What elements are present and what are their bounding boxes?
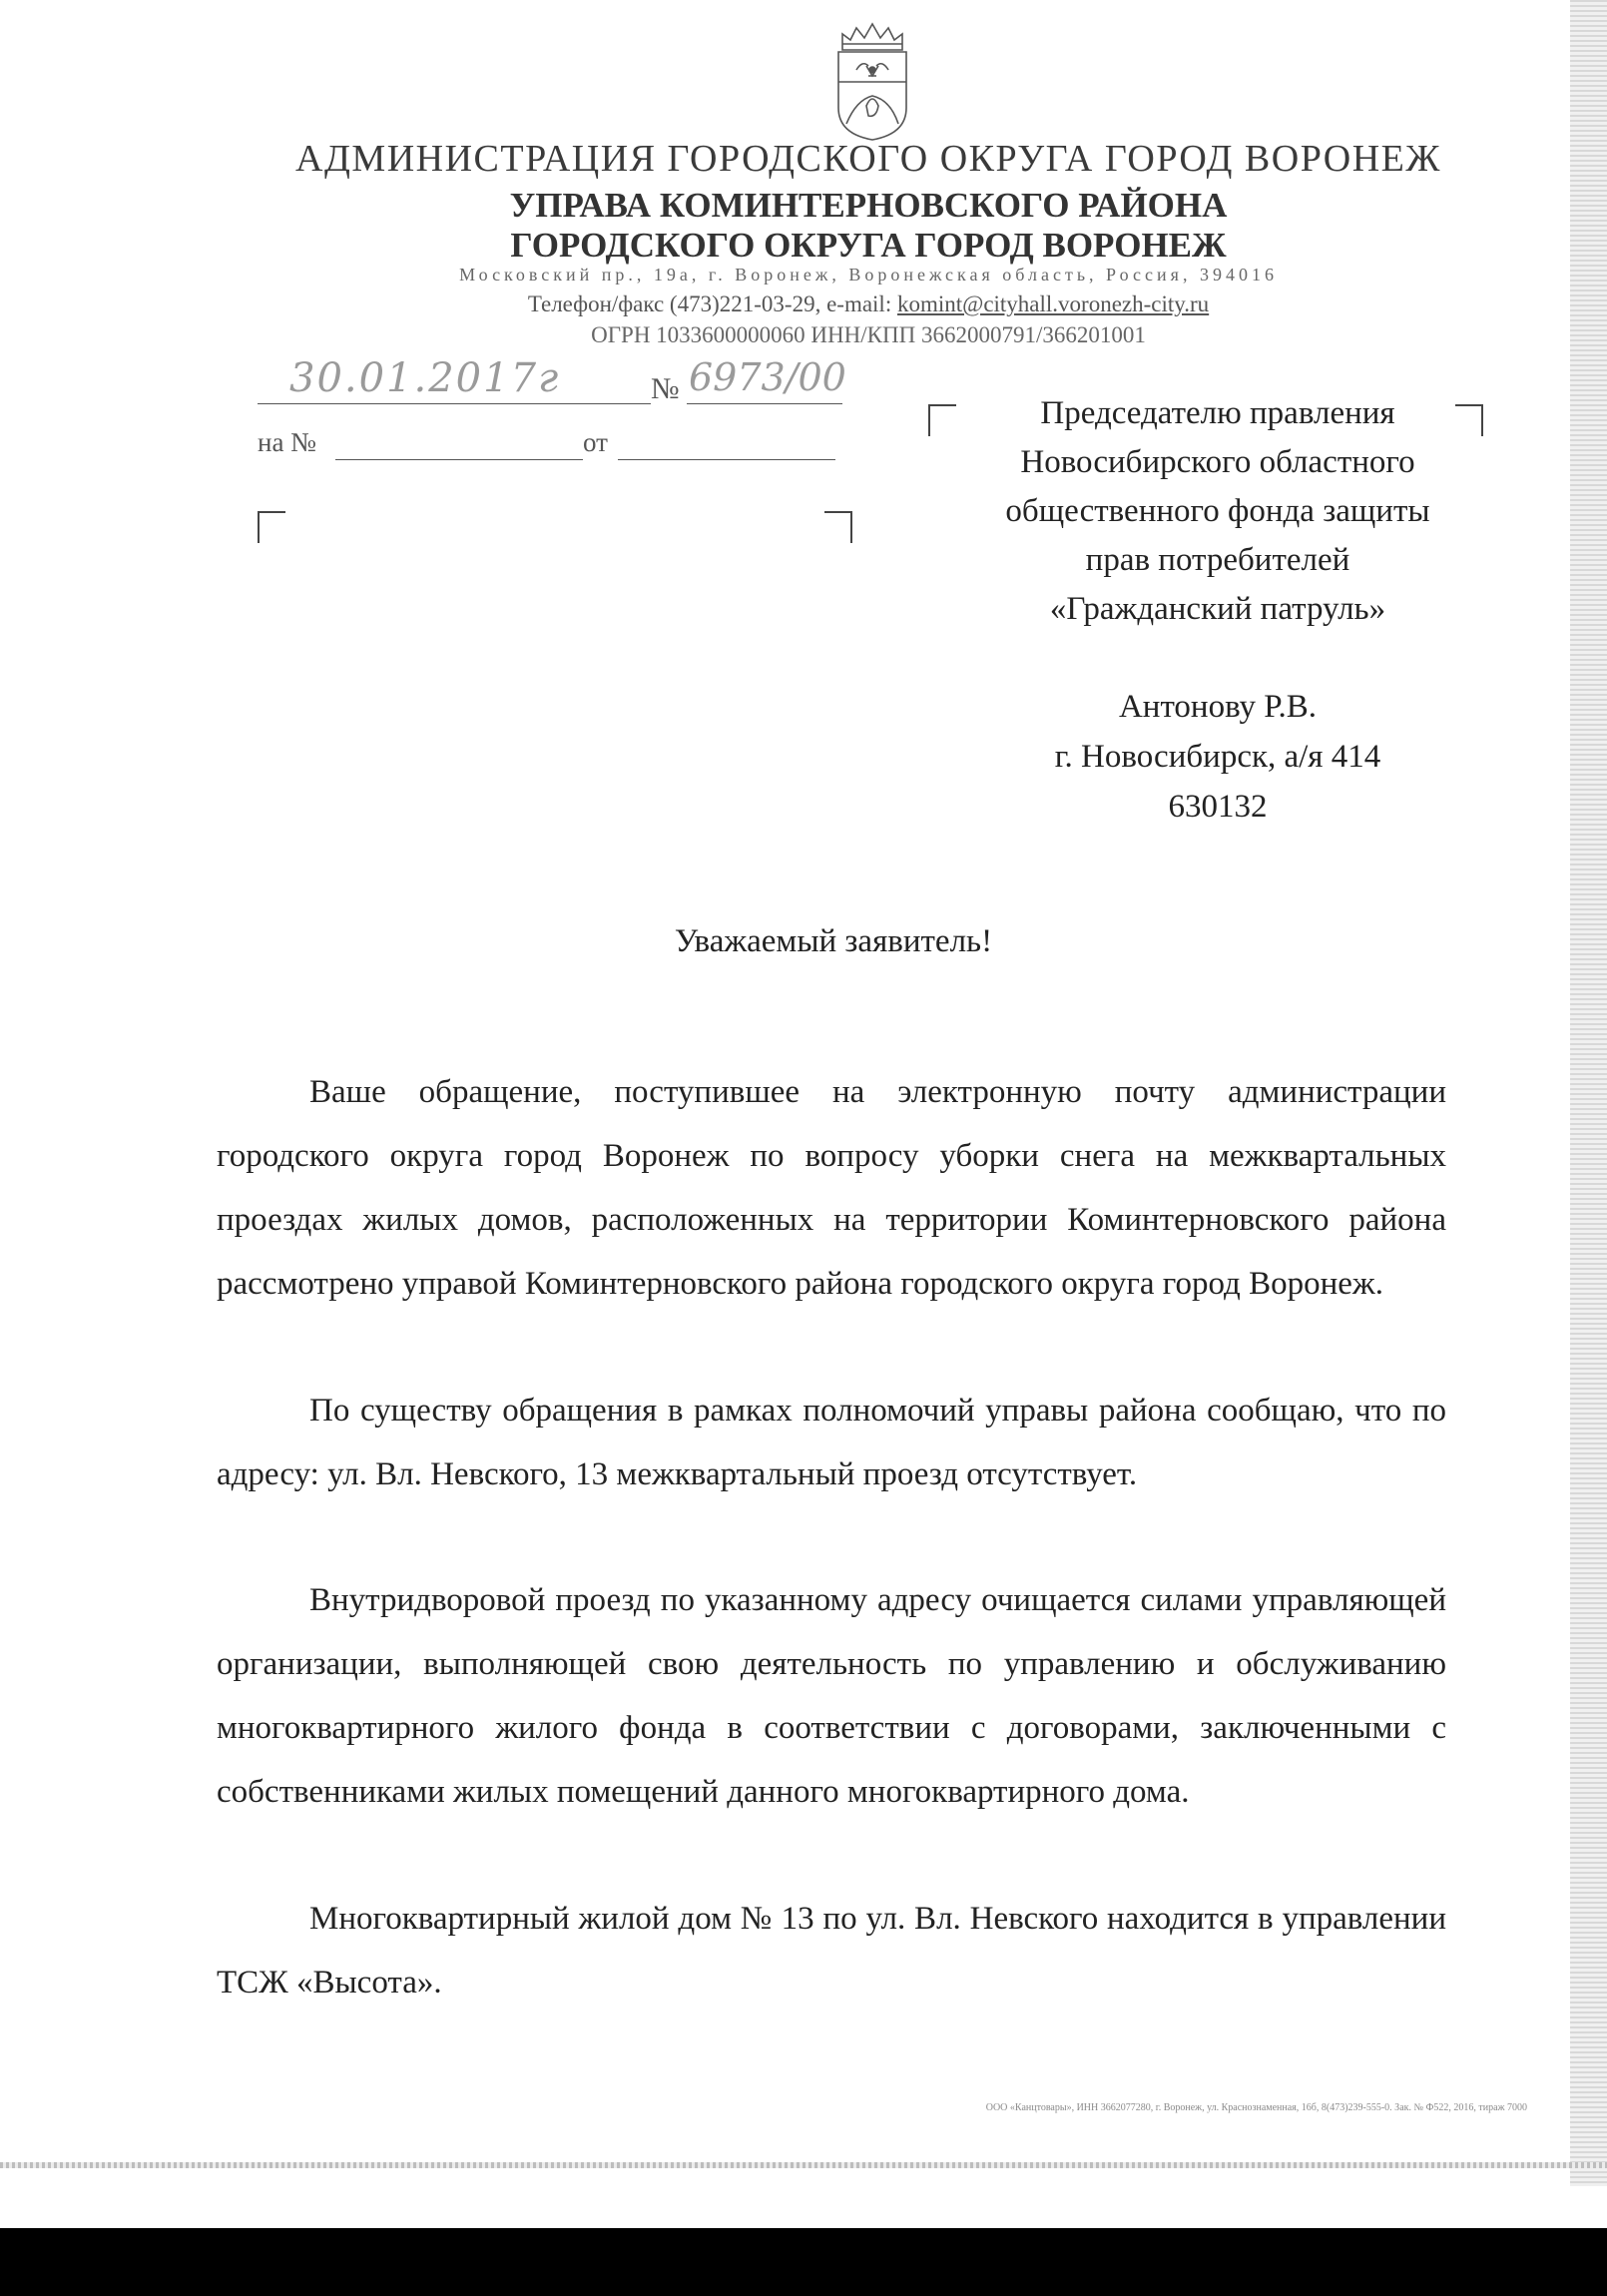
org-registration-ids: ОГРН 1033600000060 ИНН/КПП 3662000791/366201001	[591, 322, 1146, 347]
handwritten-date: 30.01.2017г	[289, 355, 561, 401]
letter-paragraph	[217, 1887, 1446, 2014]
recipient-line: Новосибирского областного	[1020, 444, 1415, 480]
recipient-address-block	[918, 682, 1517, 832]
number-label: №	[651, 372, 680, 405]
scan-edge-stripe	[1570, 0, 1607, 2186]
recipient-line: прав потребителей	[1085, 542, 1350, 578]
greeting: Уважаемый заявитель!	[674, 923, 993, 959]
recipient-line: общественного фонда защиты	[1005, 493, 1430, 529]
paragraph-text: Ваше обращение, поступившее на электронную почту администрации городского округа город Воронеж по вопросу уборки снега на межквартальных проездах жилых домов, расположенных на территории Коминтерновского района рассмотрено управой Коминтерновского района городского округа город Воронеж.	[217, 1074, 1446, 1302]
paragraph-text: По существу обращения в рамках полномочий управы района сообщаю, что по адресу: ул. Вл. Невского, 13 межквартальный проезд отсутствует.	[217, 1393, 1446, 1492]
reply-to-label: на №	[258, 427, 316, 457]
org-address: Московский пр., 19а, г. Воронеж, Воронежская область, Россия, 394016	[459, 265, 1278, 285]
recipient-name: Антонову Р.В.	[1118, 689, 1318, 725]
from-underline	[618, 459, 835, 460]
subject-corner-left	[258, 511, 285, 543]
scan-black-border	[0, 2228, 1607, 2296]
phone-fax: Телефон/факс (473)221-03-29, e-mail:	[527, 291, 897, 316]
subject-corner-right	[824, 511, 852, 543]
recipient-postcode: 630132	[1168, 789, 1268, 825]
recipient-line: «Гражданский патруль»	[1049, 591, 1386, 627]
recipient-address: г. Новосибирск, а/я 414	[1054, 739, 1381, 775]
uprava-title-line2: ГОРОДСКОГО ОКРУГА ГОРОД ВОРОНЕЖ	[510, 226, 1227, 265]
coat-of-arms-emblem	[826, 20, 918, 142]
email-link[interactable]: komint@cityhall.voronezh-city.ru	[896, 291, 1210, 316]
paragraph-text: Многоквартирный жилой дом № 13 по ул. Вл. Невского находится в управлении ТСЖ «Высота».	[217, 1901, 1446, 2001]
letter-paragraph	[217, 1568, 1446, 1824]
recipient-block	[918, 389, 1517, 634]
org-contacts	[299, 291, 1437, 317]
recipient-line: Председателю правления	[1040, 395, 1395, 431]
letter-paragraph	[217, 1379, 1446, 1506]
paragraph-text: Внутридворовой проезд по указанному адресу очищается силами управляющей организации, выполняющей свою деятельность по управлению и обслуживанию многоквартирного жилого фонда в соответствии с договорами, заключенными с собственниками жилых помещений данного многоквартирного дома.	[217, 1582, 1446, 1810]
date-underline	[258, 403, 651, 404]
reply-to-underline	[335, 459, 583, 460]
scan-bottom-edge	[0, 2162, 1607, 2168]
printer-imprint: ООО «Канцтовары», ИНН 3662077280, г. Воронеж, ул. Краснознаменная, 16б, 8(473)239-555-0. Зак. № Ф522, 2016, тираж 7000	[985, 2102, 1527, 2113]
letter-paragraph	[217, 1060, 1446, 1316]
number-underline	[687, 403, 842, 404]
uprava-title-line1: УПРАВА КОМИНТЕРНОВСКОГО РАЙОНА	[509, 186, 1228, 225]
handwritten-number: 6973/00	[689, 355, 846, 399]
administration-title: АДМИНИСТРАЦИЯ ГОРОДСКОГО ОКРУГА ГОРОД ВОРОНЕЖ	[295, 138, 1441, 180]
from-label: от	[583, 427, 608, 457]
